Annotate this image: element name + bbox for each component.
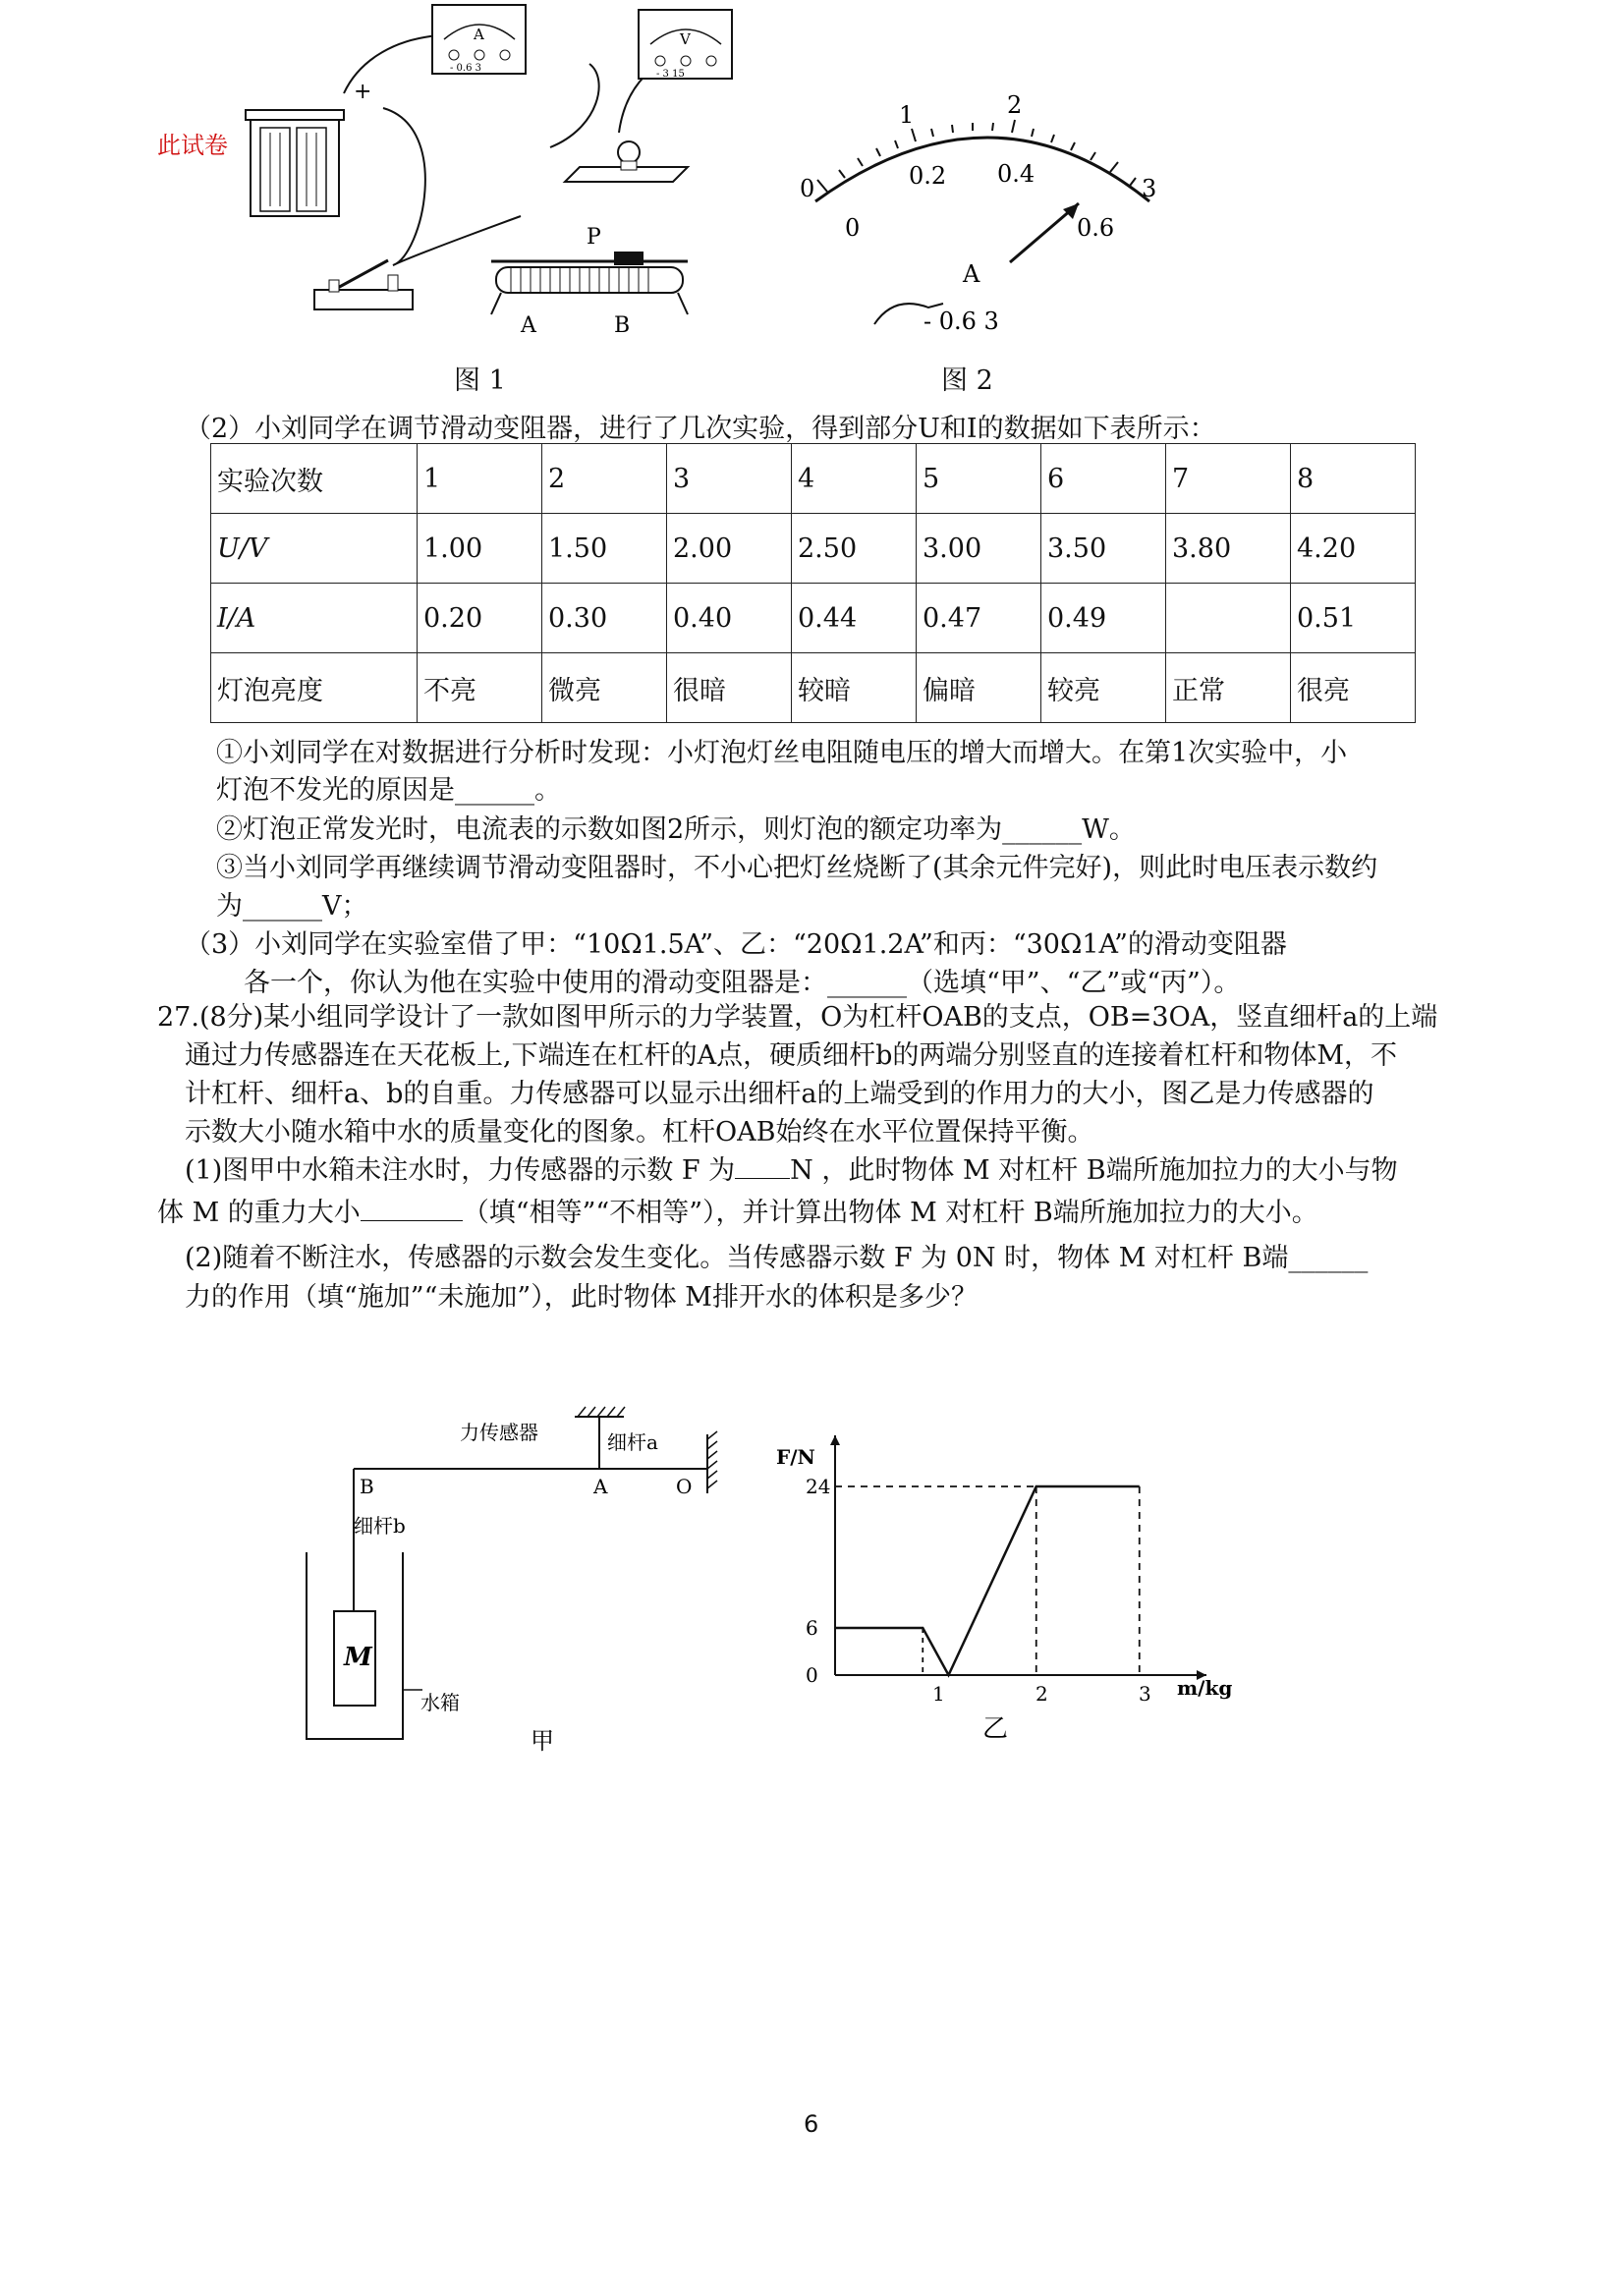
q2-item-3-line2: 为______V； [216,891,368,922]
q27-line4: 示数大小随水箱中水的质量变化的图象。杠杆OAB始终在水平位置保持平衡。 [185,1117,1094,1148]
y-tick-label: 6 [806,1616,818,1640]
q2-intro: （2）小刘同学在调节滑动变阻器，进行了几次实验，得到部分U和I的数据如下表所示： [185,414,1216,444]
table-cell: 较亮 [1041,653,1166,723]
table-cell: 4.20 [1291,514,1416,584]
table-row [211,514,1416,584]
q2-item-1-line1: ①小刘同学在对数据进行分析时发现：小灯泡灯丝电阻随电压的增大而增大。在第1次实验中，小 [216,738,1348,768]
label-rod-b: 细杆b [354,1514,406,1538]
table-cell: 0.20 [418,584,542,653]
table-cell: 8 [1291,444,1416,514]
table-cell: 0.40 [667,584,792,653]
row-label: I/A [211,584,418,653]
x-tick-label: 1 [932,1682,945,1706]
label-point-o: O [676,1475,693,1498]
page-number: 6 [804,2110,819,2138]
dial-ticks [817,120,1136,192]
wire [383,108,521,265]
table-cell: 偏暗 [917,653,1041,723]
table-cell: 4 [792,444,917,514]
q27-part2-line1: (2)随着不断注水，传感器的示数会发生变化。当传感器示数 F 为 0N 时，物体 M 对杠杆 B端______ [185,1243,1369,1273]
dial-meter-letter: A [963,260,980,288]
inner-scale-06: 0.6 [1077,214,1115,242]
label-object-m: M [344,1643,372,1672]
figure-1-circuit [226,0,737,344]
outer-scale-0: 0 [800,175,815,202]
dial-arc [815,138,1149,201]
rheostat-end-b: B [614,313,631,338]
table-cell: 较暗 [792,653,917,723]
table-cell: 1.00 [418,514,542,584]
label-point-a: A [593,1475,608,1498]
outer-scale-1: 1 [899,101,915,129]
q27-part1-line1 [185,1152,1398,1190]
ammeter-terminals: - 0.6 3 [450,63,482,74]
table-cell: 3 [667,444,792,514]
bulb-icon [565,141,688,182]
plus-mark: + [354,80,372,104]
q27-part1-line2 [157,1195,1318,1232]
voltmeter-letter: V [680,30,691,48]
caption-yi: 乙 [982,1714,1009,1744]
voltmeter-terminals: - 3 15 [656,69,685,80]
q27-part1-text-d: （填“相等”“不相等”），并计算出物体 M 对杠杆 B端所施加拉力的大小。 [462,1198,1318,1228]
y-tick-label: 24 [806,1475,831,1498]
table-cell: 1 [418,444,542,514]
q27-part1-text-a: (1)图甲中水箱未注水时，力传感器的示数 F 为 [185,1155,736,1186]
rheostat-end-a: A [521,313,536,338]
ammeter-letter: A [474,26,484,43]
table-cell: 1.50 [542,514,667,584]
answer-blank [735,1154,790,1179]
q27-line1: 27.(8分)某小组同学设计了一款如图甲所示的力学装置，O为杠杆OAB的支点，OB=3OA，竖直细杆a的上端 [157,1002,1438,1033]
inner-scale-02: 0.2 [909,162,947,190]
answer-blank [361,1197,463,1221]
x-tick-label: 2 [1035,1682,1048,1706]
table-cell: 0.51 [1291,584,1416,653]
q2-item-2: ②灯泡正常发光时，电流表的示数如图2所示，则灯泡的额定功率为______W。 [216,814,1136,845]
series-line [835,1486,1140,1675]
table-cell: 微亮 [542,653,667,723]
figure-yi-chart [776,1425,1238,1749]
row-label: 灯泡亮度 [211,653,418,723]
wire [550,64,599,147]
table-row [211,653,1416,723]
outer-scale-2: 2 [1007,93,1023,119]
table-cell: 2 [542,444,667,514]
label-sensor: 力传感器 [460,1421,538,1444]
side-stamp: 此试卷 [157,132,228,159]
q2-item-1-line2: 灯泡不发光的原因是______。 [216,775,561,806]
inner-scale-0: 0 [845,214,861,242]
q3-line2: 各一个，你认为他在实验中使用的滑动变阻器是：______（选填“甲”、“乙”或“丙”）。 [244,968,1241,998]
y-tick-label: 0 [806,1663,818,1687]
switch-icon [314,260,413,309]
q3-line1: （3）小刘同学在实验室借了甲：“10Ω1.5A”、乙：“20Ω1.2A”和丙：“30Ω1A”的滑动变阻器 [185,929,1287,960]
wall-hatch [707,1431,717,1488]
table-cell: 3.80 [1166,514,1291,584]
label-rod-a: 细杆a [607,1430,658,1454]
q27-line2: 通过力传感器连在天花板上,下端连在杠杆的A点，硬质细杆b的两端分别竖直的连接着杠杆和物体M，不 [185,1040,1398,1071]
table-cell: 7 [1166,444,1291,514]
dial-terminals: - 0.6 3 [923,308,999,335]
table-cell: 2.00 [667,514,792,584]
table-row [211,444,1416,514]
table-cell: 6 [1041,444,1166,514]
q27-line3: 计杠杆、细杆a、b的自重。力传感器可以显示出细杆a的上端受到的作用力的大小，图乙是力传感器的 [185,1079,1374,1109]
battery-icon [246,110,344,216]
caption-jia: 甲 [531,1727,554,1755]
figure-2-dial [786,93,1169,349]
outer-scale-3: 3 [1142,175,1157,202]
q2-item-3-line1: ③当小刘同学再继续调节滑动变阻器时，不小心把灯丝烧断了(其余元件完好)，则此时电压表示数约 [216,853,1378,883]
table-cell: 0.44 [792,584,917,653]
row-label: U/V [211,514,418,584]
data-table [210,443,1416,723]
figure-2-caption: 图 2 [941,365,993,396]
table-cell: 2.50 [792,514,917,584]
rheostat-icon [491,252,688,314]
table-cell: 很亮 [1291,653,1416,723]
table-cell: 很暗 [667,653,792,723]
x-tick-label: 3 [1139,1682,1151,1706]
row-label: 实验次数 [211,444,418,514]
table-cell: 正常 [1166,653,1291,723]
table-cell [1166,584,1291,653]
figure-1-caption: 图 1 [454,365,506,396]
q27-part1-text-b: N ，此时物体 M 对杠杆 B端所施加拉力的大小与物 [790,1155,1398,1186]
slider-letter: P [587,225,601,250]
y-axis-arrow [830,1435,840,1445]
q27-part2-line2: 力的作用（填“施加”“未施加”），此时物体 M排开水的体积是多少？ [185,1282,978,1313]
q27-part1-text-c: 体 M 的重力大小 [157,1198,361,1228]
table-cell: 3.50 [1041,514,1166,584]
table-cell: 0.30 [542,584,667,653]
ceiling-hatch [578,1407,625,1417]
label-tank: 水箱 [420,1691,460,1714]
table-cell: 3.00 [917,514,1041,584]
inner-scale-04: 0.4 [997,160,1035,188]
table-cell: 不亮 [418,653,542,723]
table-cell: 0.49 [1041,584,1166,653]
chart-ylabel: F/N [776,1445,815,1469]
table-cell: 0.47 [917,584,1041,653]
chart-xlabel: m/kg [1177,1676,1233,1700]
figure-jia-lever [295,1395,747,1768]
label-point-b: B [360,1475,374,1498]
table-row [211,584,1416,653]
table-cell: 5 [917,444,1041,514]
